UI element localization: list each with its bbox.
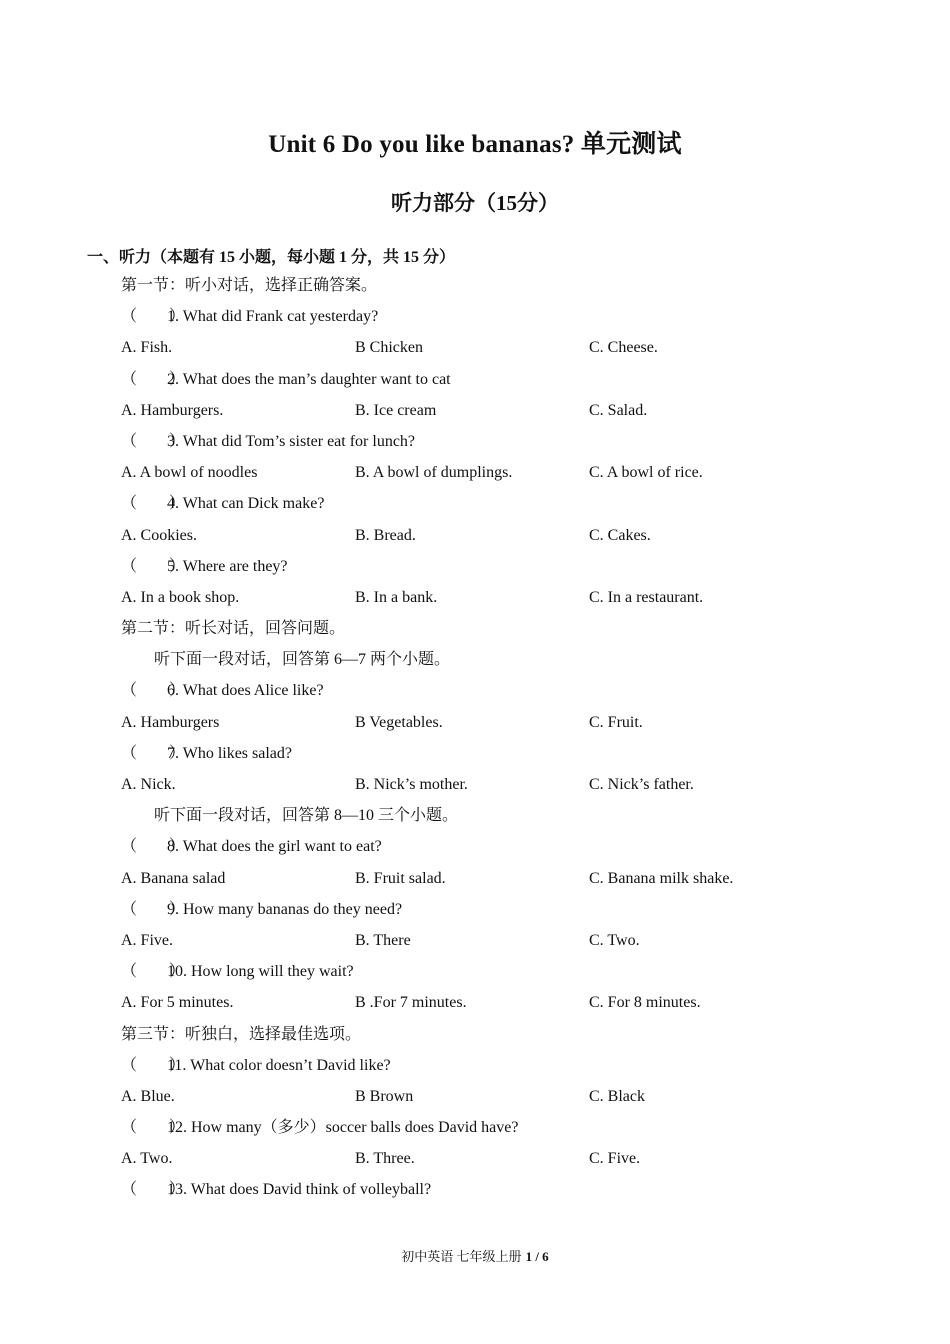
question-list bbox=[121, 270, 861, 1206]
question-text: 10. How long will they wait? bbox=[167, 963, 354, 981]
options-4 bbox=[121, 520, 861, 551]
option-c: C. Nick’s father. bbox=[589, 776, 694, 793]
question-text: 1. What did Frank cat yesterday? bbox=[167, 308, 379, 326]
answer-blank: （ ） bbox=[121, 370, 186, 388]
option-b: B. Ice cream bbox=[355, 401, 437, 419]
question-5 bbox=[121, 551, 861, 582]
question-text: 2. What does the man’s daughter want to cat bbox=[167, 370, 451, 388]
question-1 bbox=[121, 301, 861, 332]
option-c: C. Salad. bbox=[589, 401, 648, 419]
options-7 bbox=[121, 769, 861, 800]
question-9 bbox=[121, 894, 861, 925]
options-9 bbox=[121, 925, 861, 956]
question-text: 6. What does Alice like? bbox=[167, 682, 324, 700]
question-3 bbox=[121, 426, 861, 457]
option-c: C. For 8 minutes. bbox=[589, 994, 701, 1012]
option-a: A. Two. bbox=[121, 1150, 173, 1168]
question-text: 7. Who likes salad? bbox=[167, 744, 293, 762]
option-b: B. There bbox=[355, 931, 411, 949]
section-3-label: 第三节：听独白，选择最佳选项。 bbox=[121, 1025, 362, 1043]
page-footer bbox=[0, 1246, 950, 1265]
question-6 bbox=[121, 675, 861, 706]
answer-blank: （ ） bbox=[121, 900, 186, 918]
answer-blank: （ ） bbox=[121, 432, 186, 450]
answer-blank: （ ） bbox=[121, 1119, 186, 1137]
options-8 bbox=[121, 863, 861, 894]
option-c: C. Black bbox=[589, 1087, 645, 1105]
question-10 bbox=[121, 956, 861, 987]
option-a: A. Fish. bbox=[121, 339, 173, 357]
question-8 bbox=[121, 831, 861, 862]
options-1 bbox=[121, 332, 861, 363]
question-4 bbox=[121, 488, 861, 519]
option-b: B. Nick’s mother. bbox=[355, 776, 468, 793]
options-12 bbox=[121, 1143, 861, 1174]
option-c: C. Banana milk shake. bbox=[589, 869, 734, 887]
option-c: C. A bowl of rice. bbox=[589, 464, 703, 482]
options-10 bbox=[121, 987, 861, 1018]
page-number: 1 / 6 bbox=[525, 1249, 549, 1264]
option-c: C. In a restaurant. bbox=[589, 588, 704, 606]
option-c: C. Five. bbox=[589, 1150, 641, 1168]
option-c: C. Fruit. bbox=[589, 713, 643, 731]
section-2-label: 第二节：听长对话，回答问题。 bbox=[121, 620, 346, 638]
option-b: B. A bowl of dumplings. bbox=[355, 464, 513, 482]
answer-blank: （ ） bbox=[121, 308, 186, 326]
options-3 bbox=[121, 457, 861, 488]
question-text: 4. What can Dick make? bbox=[167, 495, 325, 513]
answer-blank: （ ） bbox=[121, 495, 186, 513]
page-subtitle: 听力部分（15分） bbox=[391, 191, 559, 215]
option-b: B .For 7 minutes. bbox=[355, 994, 467, 1012]
option-b: B Vegetables. bbox=[355, 713, 443, 731]
answer-blank: （ ） bbox=[121, 682, 186, 700]
question-text: 5. Where are they? bbox=[167, 557, 288, 575]
question-11 bbox=[121, 1050, 861, 1081]
page-title: Unit 6 Do you like bananas? 单元测试 bbox=[268, 131, 682, 158]
answer-blank: （ ） bbox=[121, 744, 186, 762]
option-b: B. Three. bbox=[355, 1150, 415, 1168]
question-12 bbox=[121, 1112, 861, 1143]
section-2-instruction-2: 听下面一段对话，回答第 8—10 三个小题。 bbox=[154, 807, 459, 825]
part-heading: 一、听力（本题有 15 小题，每小题 1 分，共 15 分） bbox=[87, 249, 456, 266]
option-b: B Brown bbox=[355, 1087, 414, 1105]
options-11 bbox=[121, 1081, 861, 1112]
option-a: A. Banana salad bbox=[121, 869, 226, 887]
question-7 bbox=[121, 738, 861, 769]
answer-blank: （ ） bbox=[121, 838, 186, 856]
question-13 bbox=[121, 1174, 861, 1205]
option-a: A. Nick. bbox=[121, 776, 176, 793]
option-b: B. In a bank. bbox=[355, 588, 438, 606]
footer-text: 初中英语 七年级上册 bbox=[401, 1249, 522, 1264]
answer-blank: （ ） bbox=[121, 1056, 186, 1074]
option-b: B. Fruit salad. bbox=[355, 869, 446, 887]
option-a: A. In a book shop. bbox=[121, 588, 240, 606]
option-c: C. Cheese. bbox=[589, 339, 658, 357]
question-text: 3. What did Tom’s sister eat for lunch? bbox=[167, 432, 416, 450]
option-c: C. Cakes. bbox=[589, 526, 651, 544]
answer-blank: （ ） bbox=[121, 557, 186, 575]
question-text: 13. What does David think of volleyball? bbox=[167, 1181, 432, 1199]
option-b: B Chicken bbox=[355, 339, 423, 357]
question-text: 11. What color doesn’t David like? bbox=[167, 1056, 391, 1074]
options-2 bbox=[121, 395, 861, 426]
question-text: 12. How many（多少）soccer balls does David have? bbox=[167, 1119, 519, 1137]
question-text: 8. What does the girl want to eat? bbox=[167, 838, 382, 856]
section-1-label: 第一节：听小对话，选择正确答案。 bbox=[121, 277, 378, 294]
answer-blank: （ ） bbox=[121, 963, 186, 981]
option-a: A. For 5 minutes. bbox=[121, 994, 234, 1012]
option-c: C. Two. bbox=[589, 931, 640, 949]
option-a: A. Hamburgers bbox=[121, 713, 220, 731]
option-a: A. Hamburgers. bbox=[121, 401, 224, 419]
option-b: B. Bread. bbox=[355, 526, 416, 544]
options-5 bbox=[121, 582, 861, 613]
section-2-instruction-1: 听下面一段对话，回答第 6—7 两个小题。 bbox=[154, 651, 451, 669]
options-6 bbox=[121, 707, 861, 738]
question-text: 9. How many bananas do they need? bbox=[167, 900, 403, 918]
option-a: A. Five. bbox=[121, 931, 173, 949]
answer-blank: （ ） bbox=[121, 1181, 186, 1199]
option-a: A. Blue. bbox=[121, 1087, 175, 1105]
option-a: A. Cookies. bbox=[121, 526, 197, 544]
option-a: A. A bowl of noodles bbox=[121, 464, 258, 482]
question-2 bbox=[121, 364, 861, 395]
